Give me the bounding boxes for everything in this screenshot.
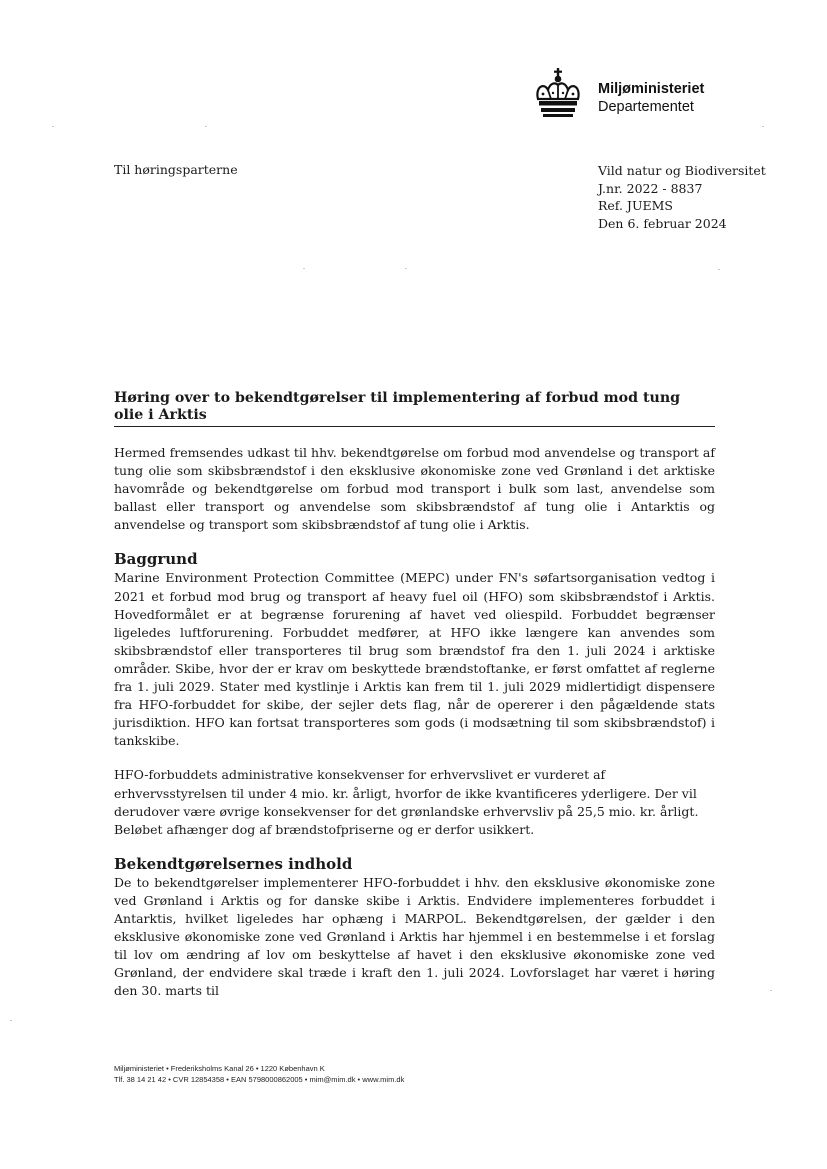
scan-mark xyxy=(52,126,54,127)
ministry-logo xyxy=(532,68,732,120)
document-title: Høring over to bekendtgørelser til implementering af forbud mod tung olie i Arktis xyxy=(114,390,681,423)
page-footer xyxy=(114,1063,404,1085)
letter-meta xyxy=(598,162,766,232)
footer-address: Miljøministeriet • Frederiksholms Kanal 26 • 1220 København K xyxy=(114,1064,325,1073)
scan-mark xyxy=(762,126,764,127)
scan-mark xyxy=(405,268,407,269)
scan-mark xyxy=(10,1020,12,1021)
meta-jnr: J.nr. 2022 - 8837 xyxy=(598,180,703,196)
scan-mark xyxy=(770,990,772,991)
section-paragraph: De to bekendtgørelser implementerer HFO-forbuddet i hhv. den eksklusive økonomiske zone ved Grønland i Arktis og for danske skibe i Arktis. Endvidere implementeres forbuddet i Antarktis, hvilket ligeledes har ophæng i MARPOL. Bekendtgørelsen, der gælder i den eksklusive økonomiske zone ved Grønland i Arktis har hjemmel i en bestemmelse i et forslag til lov om ændring af lov om beskyttelse af havet i den eksklusive økonomiske zone ved Grønland, der endvidere skal træde i kraft den 1. juli 2024. Lovforslaget har været i høring den 30. marts til xyxy=(114,874,715,999)
scan-mark xyxy=(303,268,305,269)
intro-paragraph: Hermed fremsendes udkast til hhv. bekendtgørelse om forbud mod anvendelse og transport af tung olie som skibsbrændstof i den eksklusive økonomiske zone ved Grønland i det arktiske havområde og bekendtgørelse om forbud mod transport i bulk som last, anvendelse som ballast eller transport og anvendelse som skibsbrændstof af tung olie i Antarktis og anvendelse og transport som skibsbrændstof af tung olie i Arktis. xyxy=(114,445,715,533)
scan-mark xyxy=(205,126,207,127)
org-department: Departementet xyxy=(598,99,694,115)
meta-unit: Vild natur og Biodiversitet xyxy=(598,163,766,178)
section-heading-baggrund: Baggrund xyxy=(114,550,198,569)
crown-icon xyxy=(532,68,584,118)
section-paragraph: HFO-forbuddets administrative konsekvenser for erhvervslivet er vurderet af erhvervsstyrelsen til under 4 mio. kr. årligt, hvorfor de ikke kvantificeres yderligere. Der vil derudover være øvrige konsekvenser for det grønlandske erhvervsliv på 25,5 mio. kr. årligt. Beløbet afhænger dog af brændstofpriserne og er derfor usikkert. xyxy=(114,767,699,837)
scan-mark xyxy=(718,269,720,270)
title-divider xyxy=(114,426,715,427)
meta-ref: Ref. JUEMS xyxy=(598,198,673,213)
recipient: Til høringsparterne xyxy=(114,162,238,177)
section-paragraph: Marine Environment Protection Committee (MEPC) under FN's søfartsorganisation vedtog i 2021 et forbud mod brug og transport af heavy fuel oil (HFO) som skibsbrændstof i Arktis. Hovedformålet er at begrænse forurening af havet ved oliespild. Forbuddet begrænser ligeledes luftforurening. Forbuddet medfører, at HFO ikke længere kan anvendes som skibsbrændstof eller transporteres til brug som brændstof fra den 1. juli 2024 i arktiske områder. Skibe, hvor der er krav om beskyttede brændstoftanke, er først omfattet af reglerne fra 1. juli 2029. Stater med kystlinje i Arktis kan frem til 1. juli 2029 midlertidigt dispensere fra HFO-forbuddet for skibe, der sejler dets flag, når de opererer i den pågældende stats jurisdiktion. HFO kan fortsat transporteres som gods (i modsætning til som skibsbrændstof) i tankskibe. xyxy=(114,570,715,749)
section-heading-indhold: Bekendtgørelsernes indhold xyxy=(114,854,353,873)
meta-date: Den 6. februar 2024 xyxy=(598,215,727,231)
footer-contact: Tlf. 38 14 21 42 • CVR 12854358 • EAN 5798000862005 • mim@mim.dk • www.mim.dk xyxy=(114,1075,405,1084)
org-name: Miljøministeriet xyxy=(598,81,705,97)
document-body xyxy=(114,444,715,1000)
